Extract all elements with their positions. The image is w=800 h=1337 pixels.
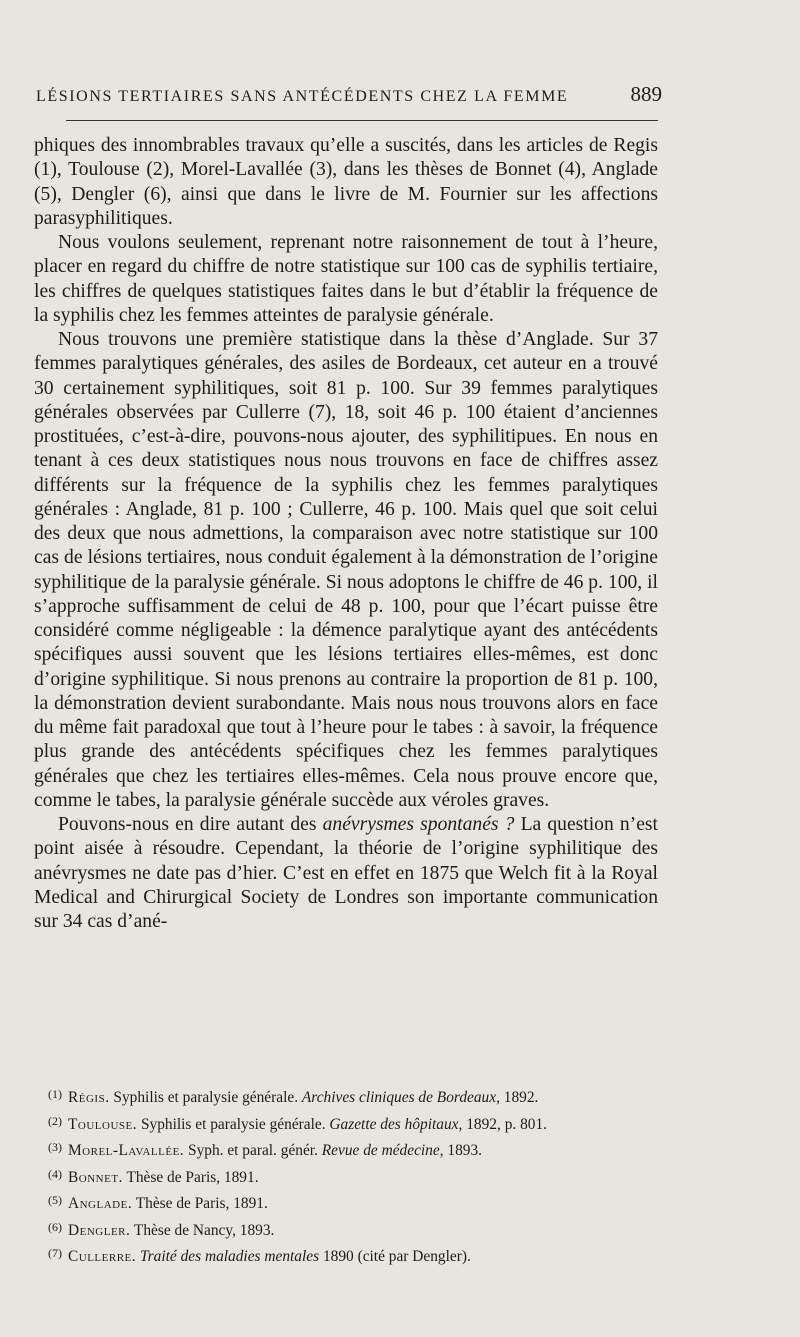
footnote-citation: Gazette des hôpitaux	[329, 1115, 459, 1133]
footnote	[48, 1242, 668, 1269]
footnote-citation: Archives cliniques de Bordeaux	[301, 1089, 497, 1106]
footnote-text: Thèse de Paris, 1891.	[132, 1195, 268, 1212]
footnote-number: (6)	[48, 1219, 62, 1234]
footnote-number: (1)	[48, 1087, 62, 1101]
footnote-author: Dengler.	[68, 1221, 131, 1239]
paragraph-text: Nous trouvons une première statistique dans la thèse d’Anglade. Sur 37 femmes paralytiques générales, des asiles de Bordeaux, cet auteur en a trouvé 30 certainement syphilitiques, soit 81 p. 100. Sur 39 femmes paralytiques générales observées par Cullerre (7), 18, soit 46 p. 100 étaient d’anciennes prostituées, c’est-à-dire, pouvons-nous ajouter, des syphilitipues. En nous en tenant à ces deux statistiques nous nous trouvons en face de chiffres assez différents sur la fréquence de la syphilis chez les femmes paralytiques générales : Anglade, 81 p. 100 ; Cullerre, 46 p. 100. Mais quel que soit celui des deux que nous admettions, la comparaison avec notre statistique sur 100 cas de lésions tertiaires, nous conduit également à la démonstration de l’origine syphilitique de la paralysie générale. Si nous adoptons le chiffre de 46 p. 100, il s’approche suffisamment de celui de 48 p. 100, pour que l’écart puisse être considéré comme négligeable : la démence paralytique ayant des antécédents spécifiques aussi souvent que les lésions tertiaires elles-mêmes, est donc d’origine syphilitique. Si nous prenons au contraire la proportion de 81 p. 100, la démonstration devient surabondante. Mais nous nous trouvons alors en face du même fait paradoxal que tout à l’heure pour le tabes : à savoir, la fréquence plus grande des antécédents spécifiques chez les femmes paralytiques générales que chez les tertiaires elles-mêmes. Cela nous prouve encore que, comme le tabes, la paralysie générale succède aux véroles graves.	[34, 329, 658, 811]
footnote-author: Toulouse.	[68, 1115, 138, 1133]
footnote	[48, 1163, 668, 1190]
header-rule	[66, 120, 658, 121]
footnote-citation: Traité des maladies mentales	[139, 1248, 320, 1265]
footnote	[48, 1216, 668, 1243]
footnote	[48, 1110, 668, 1137]
footnote-author: Morel-Lavallée.	[68, 1142, 185, 1159]
paragraph	[34, 813, 658, 934]
footnote-text: Thèse de Paris, 1891.	[122, 1168, 259, 1186]
body-text	[34, 134, 658, 934]
paragraph-text: Pouvons-nous en dire autant des	[58, 814, 323, 835]
footnote-number: (2)	[48, 1113, 62, 1128]
page-number: 889	[630, 82, 662, 106]
footnote-author: Bonnet.	[68, 1168, 123, 1186]
footnote-number: (3)	[48, 1140, 62, 1154]
footnote-text: Syphilis et paralysie générale.	[137, 1115, 330, 1133]
footnote	[48, 1189, 668, 1216]
footnote-text: , 1892.	[496, 1089, 539, 1106]
footnote-number: (4)	[48, 1166, 62, 1181]
footnote-text: 1890 (cité par Dengler).	[319, 1248, 471, 1265]
paragraph-text: phiques des innombrables travaux qu’elle a suscités, dans les articles de Regis (1), Toulouse (2), Morel-Lavallée (3), dans les thèses de Bonnet (4), Anglade (5), Dengler (6), ainsi que dans le livre de M. Fournier sur les affections parasyphilitiques.	[34, 135, 658, 229]
paragraph-text: La question n’est point aisée à résoudre. Cependant, la théorie de l’origine syphilitique des anévrysmes ne date pas d’hier. C’est en effet en 1875 que Welch fit à la Royal Medical and Chirurgical Society de Londres son importante communication sur 34 cas d’ané-	[34, 814, 658, 932]
footnote	[48, 1136, 668, 1163]
footnote-text: Thèse de Nancy, 1893.	[130, 1221, 275, 1239]
footnote	[48, 1083, 668, 1110]
footnote-number: (5)	[48, 1193, 62, 1207]
footnote-author: Cullerre.	[68, 1248, 137, 1265]
paragraph	[34, 134, 658, 231]
footnote-citation: Revue de médecine	[321, 1142, 440, 1159]
footnote-text: , 1893.	[439, 1142, 483, 1159]
footnote-author: Régis.	[68, 1089, 110, 1106]
running-title: LÉSIONS TERTIAIRES SANS ANTÉCÉDENTS CHEZ LA FEMME	[36, 88, 569, 105]
paragraph-text: Nous voulons seulement, reprenant notre raisonnement de tout à l’heure, placer en regard du chiffre de notre statistique sur 100 cas de syphilis tertiaire, les chiffres de quelques statistiques faites dans le but d’établir la fréquence de la syphilis chez les femmes atteintes de paralysie générale.	[34, 232, 658, 326]
italic-phrase: anévrysmes spontanés ?	[322, 814, 515, 835]
footnote-author: Anglade.	[68, 1195, 133, 1212]
paragraph	[34, 328, 658, 813]
footnote-text: Syphilis et paralysie générale.	[109, 1089, 302, 1106]
running-header	[36, 82, 662, 107]
footnote-number: (7)	[48, 1246, 62, 1260]
footnote-text: Syph. et paral. génér.	[184, 1142, 322, 1159]
footnote-text: , 1892, p. 801.	[458, 1115, 548, 1133]
footnotes	[48, 1083, 668, 1269]
paragraph	[34, 231, 658, 328]
